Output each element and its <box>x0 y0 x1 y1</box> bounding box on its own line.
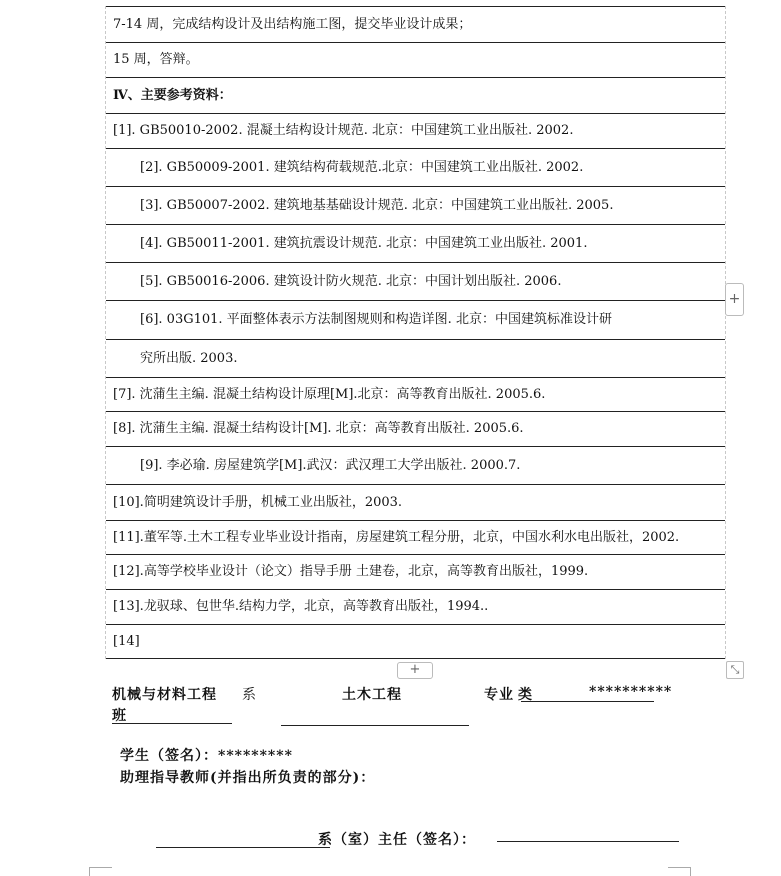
reference-item: [10].简明建筑设计手册，机械工业出版社，2003. <box>113 494 403 510</box>
reference-row <box>106 262 725 300</box>
schedule-row <box>106 42 725 77</box>
reference-row[interactable] <box>106 624 725 659</box>
director-left-underline <box>156 847 330 848</box>
reference-item: [3]. GB50007-2002. 建筑地基基础设计规范. 北京：中国建筑工业出版社. 2005. <box>140 197 614 213</box>
assistant-advisor: 助理指导教师(并指出所负责的部分)： <box>120 770 376 786</box>
class-label: 班 <box>112 708 127 724</box>
reference-item: [4]. GB50011-2001. 建筑抗震设计规范. 北京：中国建筑工业出版社. 2001. <box>140 235 588 251</box>
class-suffix: 类 <box>518 687 533 703</box>
add-row-button[interactable]: + <box>397 662 433 679</box>
reference-row <box>106 224 725 262</box>
reference-row <box>106 411 725 446</box>
document-table <box>105 6 726 659</box>
director-signature-label: 系（室）主任（签名）： <box>318 832 476 848</box>
reference-row <box>106 113 725 148</box>
add-column-button[interactable]: + <box>725 283 744 316</box>
reference-row <box>106 554 725 589</box>
references-heading-row <box>106 77 725 113</box>
reference-item: [8]. 沈蒲生主编. 混凝土结构设计[M]. 北京：高等教育出版社. 2005.6. <box>113 421 524 436</box>
schedule-row <box>106 6 725 42</box>
reference-item-continued: 究所出版. 2003. <box>140 350 238 366</box>
references-heading: Ⅳ、主要参考资料： <box>113 87 232 103</box>
schedule-weeks-7-14: 7-14 周，完成结构设计及出结构施工图，提交毕业设计成果； <box>113 16 472 32</box>
major-value: 土木工程 <box>342 687 402 703</box>
reference-item: [13].龙驭球、包世华.结构力学，北京，高等教育出版社，1994.. <box>113 599 489 614</box>
table-resize-handle[interactable]: ⤡ <box>726 661 744 679</box>
reference-row <box>106 300 725 339</box>
reference-item: [5]. GB50016-2006. 建筑设计防火规范. 北京：中国计划出版社. 2006. <box>140 273 562 289</box>
reference-item: [9]. 李必瑜. 房屋建筑学[M].武汉：武汉理工大学出版社. 2000.7. <box>140 457 521 473</box>
major-label: 专业 <box>484 687 514 703</box>
reference-item-empty: [14] <box>113 633 140 649</box>
reference-item: [1]. GB50010-2002. 混凝土结构设计规范. 北京：中国建筑工业出版社. 2002. <box>113 123 574 138</box>
schedule-week-15: 15 周，答辩。 <box>113 52 199 67</box>
class-underline <box>521 701 654 702</box>
department-name: 机械与材料工程 <box>112 687 217 703</box>
reference-item: [12].高等学校毕业设计（论文）指导手册 土建卷，北京，高等教育出版社，1999. <box>113 564 589 579</box>
reference-row <box>106 520 725 554</box>
student-signature: 学生（签名）：********* <box>120 748 293 764</box>
reference-row <box>106 446 725 484</box>
reference-row <box>106 589 725 624</box>
reference-row <box>106 339 725 377</box>
reference-item: [6]. 03G101. 平面整体表示方法制图规则和构造详图. 北京：中国建筑标准设计研 <box>140 312 612 327</box>
major-underline <box>281 725 469 726</box>
reference-item: [11].董军等.土木工程专业毕业设计指南，房屋建筑工程分册，北京，中国水利水电出版社，2002. <box>113 529 680 545</box>
reference-row <box>106 377 725 411</box>
director-signature-line <box>497 841 679 842</box>
reference-row <box>106 186 725 224</box>
reference-row <box>106 484 725 520</box>
reference-row <box>106 148 725 186</box>
reference-item: [2]. GB50009-2001. 建筑结构荷载规范.北京：中国建筑工业出版社. 2002. <box>140 159 584 175</box>
class-value: ********** <box>589 684 673 700</box>
department-suffix: 系 <box>242 687 257 703</box>
department-underline <box>112 723 232 724</box>
reference-item: [7]. 沈蒲生主编. 混凝土结构设计原理[M].北京：高等教育出版社. 2005.6. <box>113 386 546 402</box>
